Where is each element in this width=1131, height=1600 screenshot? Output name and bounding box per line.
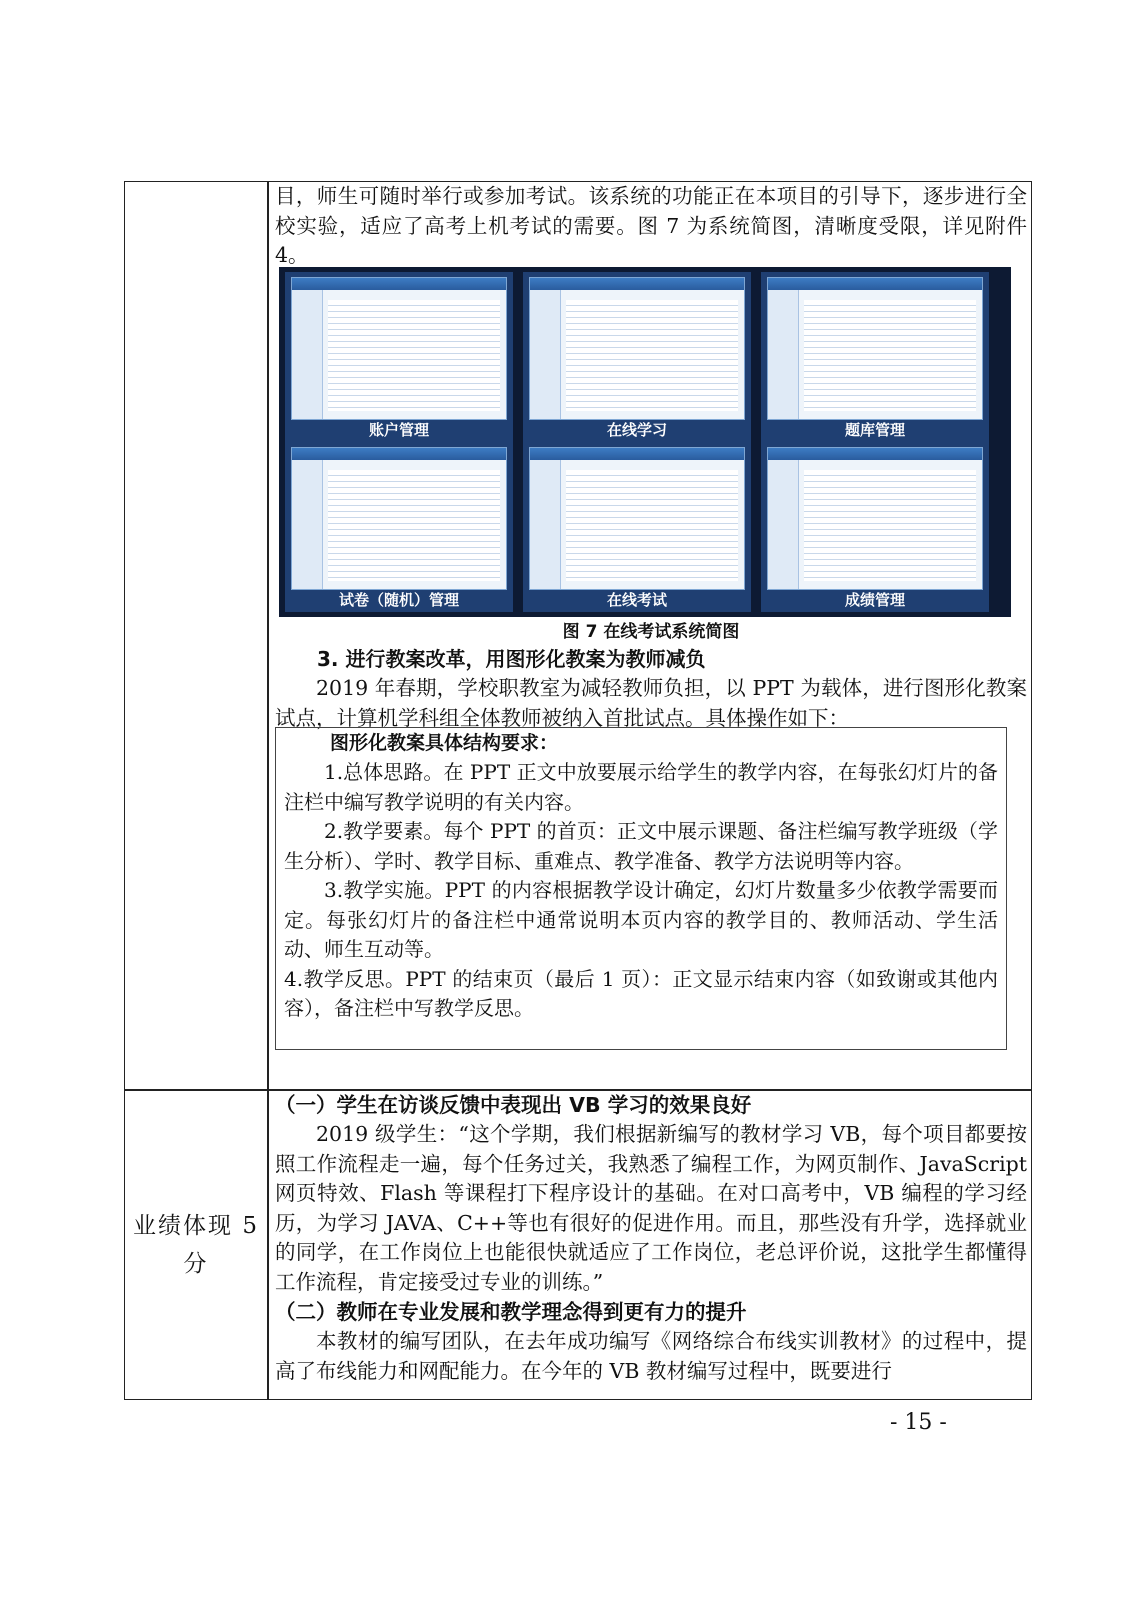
subsection-text: 本教材的编写团队，在去年成功编写《网络综合布线实训教材》的过程中，提高了布线能力和网配能力。在今年的 VB 教材编写过程中，既要进行 <box>275 1329 1027 1383</box>
panel-label: 题库管理 <box>844 421 905 439</box>
panel-paper <box>285 442 513 612</box>
panel-label: 成绩管理 <box>844 591 905 609</box>
panel-exam <box>523 442 751 612</box>
panel-question-bank <box>761 272 989 442</box>
panel-label: 在线考试 <box>606 591 667 609</box>
subsection-heading: （一）学生在访谈反馈中表现出 VB 学习的效果良好 <box>275 1093 752 1117</box>
panel-label: 账户管理 <box>368 421 429 439</box>
section3-heading: 3. 进行教案改革，用图形化教案为教师减负 <box>317 647 706 671</box>
box-item: 3.教学实施。PPT 的内容根据教学设计确定，幻灯片数量多少依教学需要而定。每张幻灯片的备注栏中通常说明本页内容的教学目的、教师活动、学生活动、师生互动等。 <box>284 878 998 961</box>
subsection-heading: （二）教师在专业发展和教学理念得到更有力的提升 <box>275 1300 747 1324</box>
subsection-text: 2019 级学生：“这个学期，我们根据新编写的教材学习 VB，每个项目都要按照工作流程走一遍，每个任务过关，我熟悉了编程工作，为网页制作、JavaScript 网页特效、Flash 等课程打下程序设计的基础。在对口高考中，VB 编程的学习经历，为学习 JAVA、C++等也有很好的促进作用。而且，那些没有升学，选择就业的同学，在工作岗位上也能很快就适应了工作岗位，老总评价说，这批学生都懂得工作流程，肯定接受过专业的训练。” <box>275 1122 1027 1294</box>
box-title: 图形化教案具体结构要求： <box>330 732 559 754</box>
panel-scores <box>761 442 989 612</box>
panel-label: 在线学习 <box>606 421 667 439</box>
panel-learning <box>523 272 751 442</box>
top-paragraph-cell <box>275 182 1027 271</box>
page-number: - 15 - <box>890 1410 947 1435</box>
row-label: 业绩体现 5 分 <box>133 1213 259 1277</box>
panel-account <box>285 272 513 442</box>
exam-system-figure <box>279 267 1011 617</box>
figure-caption: 图 7 在线考试系统简图 <box>562 622 740 642</box>
section3-intro: 2019 年春期，学校职教室为减轻教师负担，以 PPT 为载体，进行图形化教案试点，计算机学科组全体教师被纳入首批试点。具体操作如下： <box>275 676 1027 730</box>
panel-label: 试卷（随机）管理 <box>338 591 459 609</box>
top-paragraph: 目，师生可随时举行或参加考试。该系统的功能正在本项目的引导下，逐步进行全校实验，适应了高考上机考试的需要。图 7 为系统简图，清晰度受限，详见附件 4。 <box>275 184 1027 267</box>
requirements-box <box>275 727 1007 1050</box>
box-item: 2.教学要素。每个 PPT 的首页：正文中展示课题、备注栏编写教学班级（学生分析）、学时、教学目标、重难点、教学准备、教学方法说明等内容。 <box>284 819 998 873</box>
main-table <box>124 181 1032 1400</box>
column-divider <box>267 182 269 1399</box>
box-item: 1.总体思路。在 PPT 正文中放要展示给学生的教学内容，在每张幻灯片的备注栏中编写教学说明的有关内容。 <box>284 760 998 814</box>
achievement-cell <box>275 1090 1027 1386</box>
box-item: 4.教学反思。PPT 的结束页（最后 1 页）：正文显示结束内容（如致谢或其他内容），备注栏中写教学反思。 <box>284 966 998 1020</box>
section3 <box>275 644 1027 733</box>
